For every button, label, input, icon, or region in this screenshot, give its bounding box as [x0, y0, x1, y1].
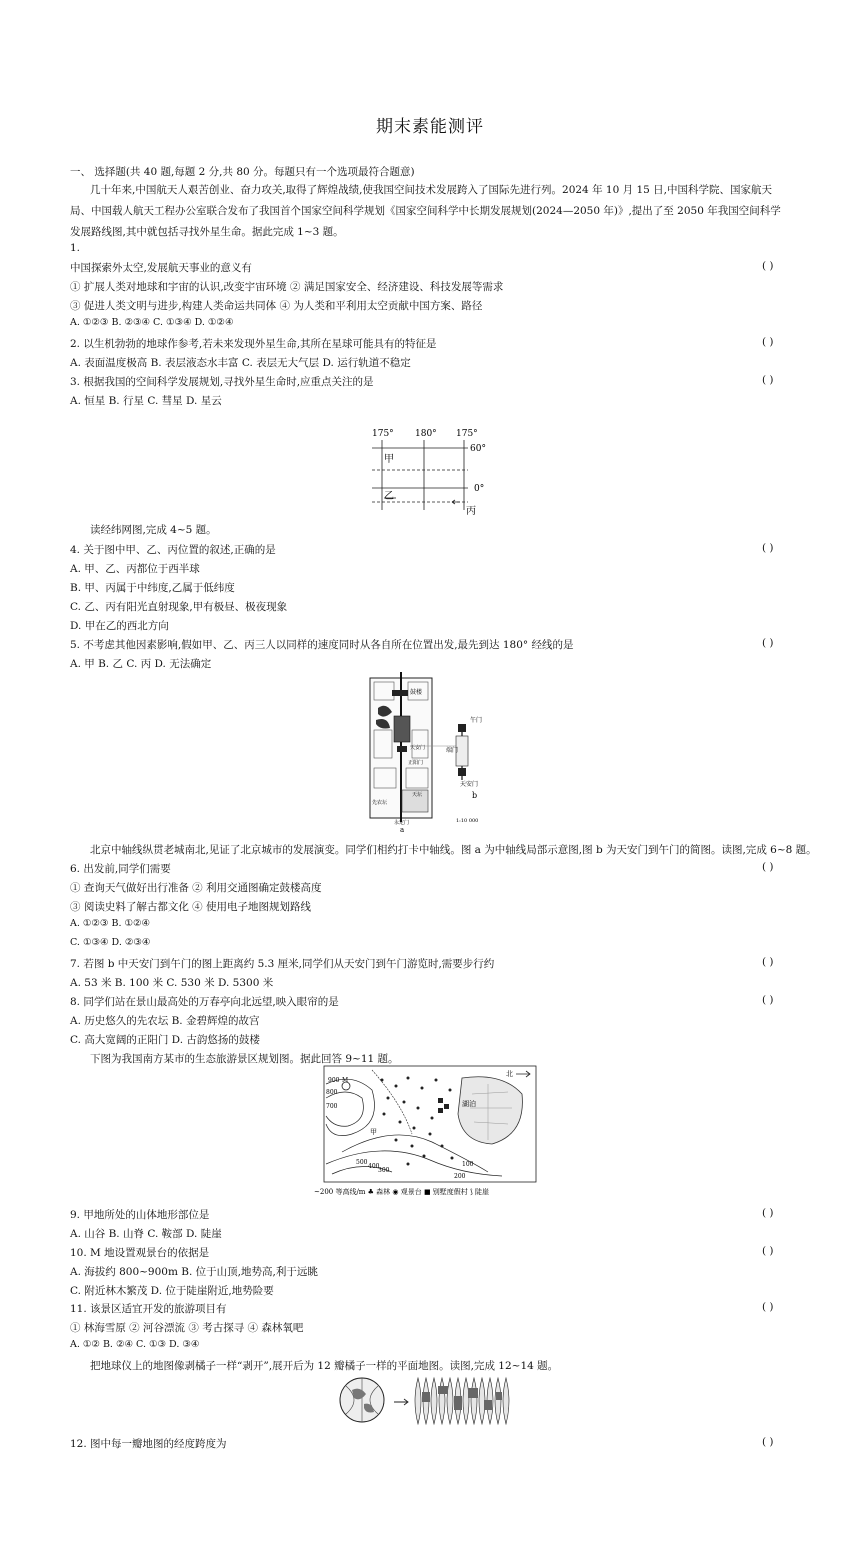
- q12-answer-paren[interactable]: ( ): [762, 1436, 774, 1448]
- q10-options-2: C. 附近林木繁茂 D. 位于陡崖附近,地势险要: [70, 1285, 274, 1297]
- lon-label-right: 175°: [456, 429, 478, 439]
- q7-stem: 7. 若图 b 中天安门到午门的图上距离约 5.3 厘米,同学们从天安门到午门游览时,需要步行约: [70, 958, 495, 970]
- section-heading: 一、 选择题(共 40 题,每题 2 分,共 80 分。每题只有一个选项最符合题意): [70, 166, 415, 178]
- q10-options-1: A. 海拔约 800~900m B. 位于山顶,地势高,利于远眺: [70, 1266, 318, 1278]
- arrow-right-icon: [394, 1399, 408, 1405]
- point-bing-label: 丙: [466, 506, 476, 517]
- q2-answer-paren[interactable]: ( ): [762, 336, 774, 348]
- q6-answer-paren[interactable]: ( ): [762, 861, 774, 873]
- q1-options: A. ①②③ B. ②③④ C. ①③④ D. ①②④: [70, 317, 234, 328]
- label-yongdingmen: 永定门: [394, 820, 410, 826]
- q4-stem: 4. 关于图中甲、乙、丙位置的叙述,正确的是: [70, 544, 276, 556]
- q7-answer-paren[interactable]: ( ): [762, 956, 774, 968]
- globe-peel-figure: [338, 1372, 518, 1430]
- q8-options-2: C. 高大宽阔的正阳门 D. 古韵悠扬的鼓楼: [70, 1034, 260, 1046]
- label-xiannongtan: 先农坛: [372, 800, 388, 806]
- lat-label-0: 0°: [474, 484, 485, 494]
- q11-answer-paren[interactable]: ( ): [762, 1301, 774, 1313]
- q8-options-1: A. 历史悠久的先农坛 B. 金碧辉煌的故宫: [70, 1015, 260, 1027]
- contour-700-label: 700: [326, 1103, 338, 1110]
- contour-300-label: 300: [378, 1167, 390, 1174]
- q4-answer-paren[interactable]: ( ): [762, 542, 774, 554]
- q6-statement-2: ③ 阅读史料了解古都文化 ④ 使用电子地图规划路线: [70, 901, 312, 913]
- north-label: 北: [506, 1070, 513, 1078]
- point-m-label: M: [342, 1077, 349, 1084]
- intro-text-1: 几十年来,中国航天人艰苦创业、奋力攻关,取得了辉煌战绩,使我国空间技术发展跨入了国际先进行列。2024 年 10 月 15 日,中国科学院、国家航天局、中国载人航天工程办公室联合发布了我国首个国家空间科学规划《国家空间科学中长期发展规划(2024—2050 年)》,提出了至 2050 年我国空间科学发展路线图,其中就包括寻找外星生命。据此完成 1~3 题。: [70, 184, 781, 238]
- q1-number: 1.: [70, 242, 81, 254]
- q1-stem: 中国探索外太空,发展航天事业的意义有: [70, 262, 252, 274]
- label-tiantan: 天坛: [412, 792, 423, 798]
- q8-stem: 8. 同学们站在景山最高处的万春亭向北远望,映入眼帘的是: [70, 996, 339, 1008]
- beijing-axis-map-figure: [366, 672, 496, 834]
- intro-5: 把地球仪上的地图像剥橘子一样“剥开”,展开后为 12 瓣橘子一样的平面地图。读图,完成 12~14 题。: [90, 1360, 559, 1372]
- contour-800-label: 800: [326, 1089, 338, 1096]
- q4-option-b: B. 甲、丙属于中纬度,乙属于低纬度: [70, 582, 235, 594]
- contour-200-label: 200: [454, 1173, 466, 1180]
- contour-map-figure: [312, 1064, 548, 1200]
- q10-answer-paren[interactable]: ( ): [762, 1245, 774, 1257]
- q11-statements: ① 林海雪原 ② 河谷漂流 ③ 考古探寻 ④ 森林氧吧: [70, 1322, 304, 1334]
- q2-options: A. 表面温度极高 B. 表层液态水丰富 C. 表层无大气层 D. 运行轨道不稳定: [70, 357, 411, 369]
- q3-answer-paren[interactable]: ( ): [762, 374, 774, 386]
- q6-stem: 6. 出发前,同学们需要: [70, 863, 171, 875]
- bing-arrow: [452, 500, 460, 504]
- q9-stem: 9. 甲地所处的山体地形部位是: [70, 1209, 210, 1221]
- contour-400-label: 400: [368, 1163, 380, 1170]
- lat-lon-grid-figure: [360, 424, 500, 518]
- tiananmen-icon: [458, 768, 466, 776]
- q3-stem: 3. 根据我国的空间科学发展规划,寻找外星生命时,应重点关注的是: [70, 376, 374, 388]
- q10-stem: 10. M 地设置观景台的依据是: [70, 1247, 210, 1259]
- forbidden-city-block: [394, 716, 410, 742]
- q11-stem: 11. 该景区适宜开发的旅游项目有: [70, 1303, 227, 1315]
- label-wumen: 午门: [470, 717, 483, 724]
- drum-tower-icon: [392, 690, 408, 696]
- figure-b-scale: 1:10 000: [456, 818, 479, 824]
- label-tiananmen-small: 天安门: [410, 745, 426, 751]
- contour-100-label: 100: [462, 1161, 474, 1168]
- lake-label: 湖泊: [462, 1100, 476, 1108]
- q4-option-d: D. 甲在乙的西北方向: [70, 620, 169, 632]
- q1-statement-2: ③ 促进人类文明与进步,构建人类命运共同体 ④ 为人类和平利用太空贡献中国方案、路径: [70, 300, 483, 312]
- q5-stem: 5. 不考虑其他因素影响,假如甲、乙、丙三人以同样的速度同时从各自所在位置出发,最先到达 180° 经线的是: [70, 639, 574, 651]
- contour-500-label: 500: [356, 1159, 368, 1166]
- intro-4: 下图为我国南方某市的生态旅游景区规划图。据此回答 9~11 题。: [90, 1053, 399, 1065]
- figure-a-label: a: [400, 826, 405, 834]
- label-zhengyangmen: 正阳门: [408, 760, 424, 766]
- label-drum-tower: 鼓楼: [410, 689, 423, 696]
- q6-statement-1: ① 查询天气做好出行准备 ② 利用交通图确定鼓楼高度: [70, 882, 322, 894]
- q1-answer-paren[interactable]: ( ): [762, 260, 774, 272]
- q4-option-a: A. 甲、乙、丙都位于西半球: [70, 563, 200, 575]
- q2-stem: 2. 以生机勃勃的地球作参考,若未来发现外星生命,其所在星球可能具有的特征是: [70, 338, 437, 350]
- point-jia-label: 甲: [384, 454, 394, 465]
- q12-stem: 12. 图中每一瓣地图的经度跨度为: [70, 1438, 227, 1450]
- q6-options-1: A. ①②③ B. ①②④: [70, 918, 151, 929]
- lon-label-mid: 180°: [415, 429, 437, 439]
- q6-options-2: C. ①③④ D. ②③④: [70, 937, 151, 948]
- point-yi-label: 乙: [384, 491, 394, 502]
- wumen-icon: [458, 724, 466, 732]
- contour-900-label: 900: [328, 1077, 340, 1084]
- point-jia-contour-label: 甲: [370, 1128, 377, 1136]
- lat-label-60: 60°: [470, 444, 486, 454]
- q5-options: A. 甲 B. 乙 C. 丙 D. 无法确定: [70, 658, 212, 670]
- q9-options: A. 山谷 B. 山脊 C. 鞍部 D. 陡崖: [70, 1228, 222, 1240]
- lon-label-left: 175°: [372, 429, 394, 439]
- intro-paragraph-1: [70, 180, 790, 243]
- q4-option-c: C. 乙、丙有阳光直射现象,甲有极昼、极夜现象: [70, 601, 288, 613]
- label-tiananmen: 天安门: [460, 781, 479, 788]
- q3-options: A. 恒星 B. 行星 C. 彗星 D. 星云: [70, 395, 222, 407]
- page-title: 期末素能测评: [376, 117, 484, 137]
- intro-2: 读经纬网图,完成 4~5 题。: [90, 524, 217, 536]
- q7-options: A. 53 米 B. 100 米 C. 530 米 D. 5300 米: [70, 977, 274, 989]
- q8-answer-paren[interactable]: ( ): [762, 994, 774, 1006]
- q9-answer-paren[interactable]: ( ): [762, 1207, 774, 1219]
- figure-b-label: b: [472, 791, 478, 800]
- intro-3: 北京中轴线纵贯老城南北,见证了北京城市的发展演变。同学们相约打卡中轴线。图 a 为中轴线局部示意图,图 b 为天安门到午门的简图。读图,完成 6~8 题。: [90, 844, 817, 856]
- contour-legend: ~200 等高线/m ♣ 森林 ◉ 观景台 ■ 别墅度假村 ⟆ 陡崖: [314, 1188, 489, 1196]
- q5-answer-paren[interactable]: ( ): [762, 637, 774, 649]
- q1-statement-1: ① 扩展人类对地球和宇宙的认识,改变宇宙环境 ② 满足国家安全、经济建设、科技发展等需求: [70, 281, 504, 293]
- label-duanmen: 端门: [446, 747, 459, 754]
- q11-options: A. ①② B. ②④ C. ①③ D. ③④: [70, 1339, 200, 1350]
